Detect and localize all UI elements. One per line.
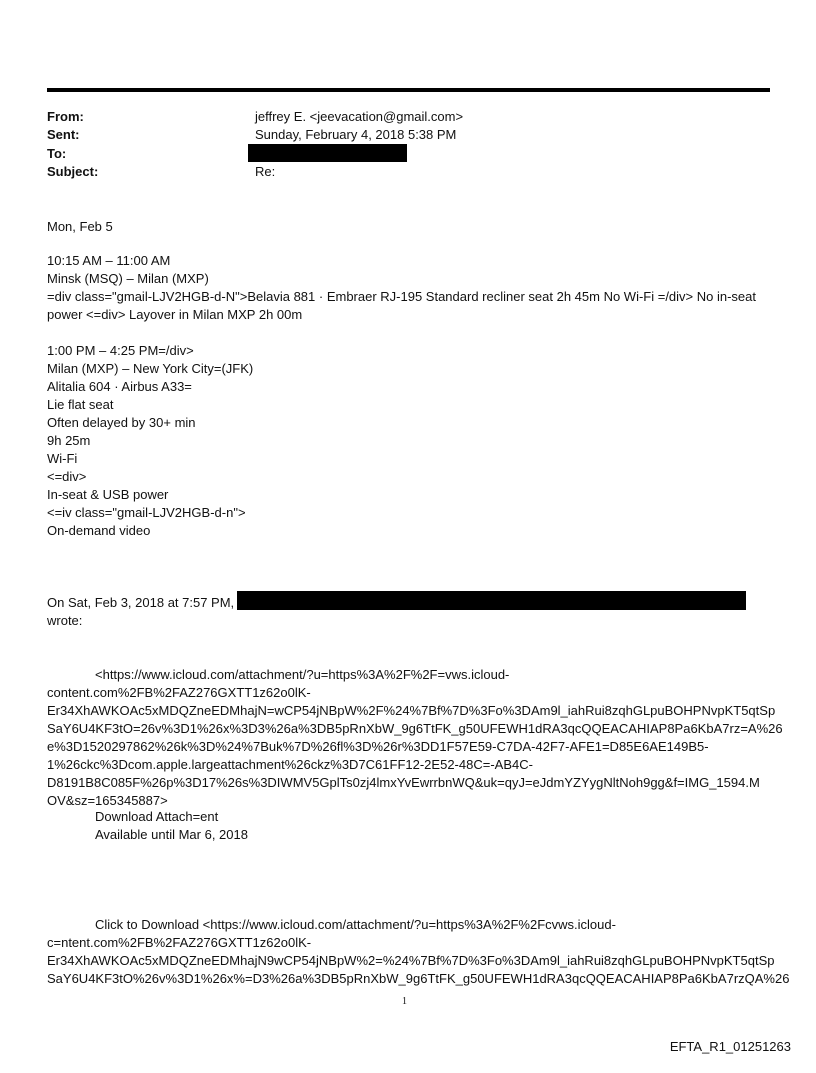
flight2-line-5: Often delayed by 30+ min (47, 415, 196, 430)
attach1-line-3: Er34XhAWKOAc5xMDQZneEDMhajN=wCP54jNBpW%2F%24%7Bf%7D%3Fo%3DAm9l_iahRui8zqhGLpuBOHPNvpKT5qtSp (47, 703, 776, 718)
attach1-line-8: OV&sz=165345887> (47, 793, 168, 808)
flight2-line-11: On-demand video (47, 523, 151, 538)
flight1-line-2: Minsk (MSQ) – Milan (MXP) (47, 271, 209, 286)
attach1-line-7: D8191B8C085F%26p%3D17%26s%3DIWMV5GplTs0zj4lmxYvEwrrbnWQ&uk=qyJ=eJdmYZYygNltNoh9gg&f=IMG_1594.M (47, 775, 760, 790)
attach2-line-2: Er34XhAWKOAc5xMDQZneEDMhajN9wCP54jNBpW%2=%24%7Bf%7D%3Fo%3DAm9l_iahRui8zqhGLpuBOHPNvpKT5qtSp (47, 953, 775, 968)
flight2-line-10: <=iv class="gmail-LJV2HGB-d-n"> (47, 505, 246, 520)
header-rule (47, 88, 770, 92)
flight2-line-2: Milan (MXP) – New York City=(JFK) (47, 361, 254, 376)
flight2-line-9: In-seat & USB power (47, 487, 169, 502)
flight1-line-1: 10:15 AM – 11:00 AM (47, 253, 171, 268)
sent-label: Sent: (47, 127, 80, 142)
attach2-line-3: SaY6U4KF3tO%26v%3D1%26x%=D3%26a%3DB5pRnXbW_9g6TtFK_g50UFEWH1dRA3qcQQEACAHIAP8Pa6KbA7rzQA%26 (47, 971, 790, 986)
flight2-line-1: 1:00 PM – 4:25 PM=/div> (47, 343, 194, 358)
page-number: 1 (402, 996, 407, 1007)
flight2-line-4: Lie flat seat (47, 397, 114, 412)
flight2-line-3: Alitalia 604 · Airbus A33= (47, 379, 192, 394)
flight1-line-3: =div class="gmail-LJV2HGB-d-N">Belavia 881 · Embraer RJ-195 Standard recliner seat 2h 45m No Wi-Fi =/div> No in-seat (47, 289, 756, 304)
flight1-line-4: power <=div> Layover in Milan MXP 2h 00m (47, 307, 303, 322)
download-attach: Download Attach=ent (95, 809, 219, 824)
from-label: From: (47, 109, 84, 124)
flight2-line-8: <=div> (47, 469, 87, 484)
quote-intro: On Sat, Feb 3, 2018 at 7:57 PM, (47, 595, 235, 610)
attach1-line-4: SaY6U4KF3tO=26v%3D1%26x%3D3%26a%3DB5pRnXbW_9g6TtFK_g50UFEWH1dRA3qcQQEACAHIAP8Pa6KbA7rz=A%26 (47, 721, 783, 736)
to-redaction (248, 144, 407, 162)
from-value: jeffrey E. <jeevacation@gmail.com> (255, 109, 464, 124)
subject-value: Re: (255, 164, 276, 179)
attach1-line-1: <https://www.icloud.com/attachment/?u=https%3A%2F%2F=vws.icloud- (95, 667, 510, 682)
date-line: Mon, Feb 5 (47, 219, 113, 234)
quote-wrote: wrote: (47, 613, 83, 628)
sent-value: Sunday, February 4, 2018 5:38 PM (255, 127, 457, 142)
click-to-download: Click to Download <https://www.icloud.com/attachment/?u=https%3A%2F%2Fcvws.icloud- (95, 917, 616, 932)
flight2-line-7: Wi-Fi (47, 451, 78, 466)
to-label: To: (47, 146, 67, 161)
attach2-line-1: c=ntent.com%2FB%2FAZ276GXTT1z62o0lK- (47, 935, 312, 950)
subject-label: Subject: (47, 164, 99, 179)
available-until: Available until Mar 6, 2018 (95, 827, 248, 842)
document-id: EFTA_R1_01251263 (669, 1039, 791, 1054)
attach1-line-6: 1%26ckc%3Dcom.apple.largeattachment%26ckz%3D7C61FF12-2E52-48C=-AB4C- (47, 757, 533, 772)
attach1-line-2: content.com%2FB%2FAZ276GXTT1z62o0lK- (47, 685, 311, 700)
flight2-line-6: 9h 25m (47, 433, 91, 448)
attach1-line-5: e%3D1520297862%26k%3D%24%7Buk%7D%26fl%3D%26r%3DD1F57E59-C7DA-42F7-AFE1=D85E6AE149B5- (47, 739, 709, 754)
sender-redaction (237, 591, 746, 610)
